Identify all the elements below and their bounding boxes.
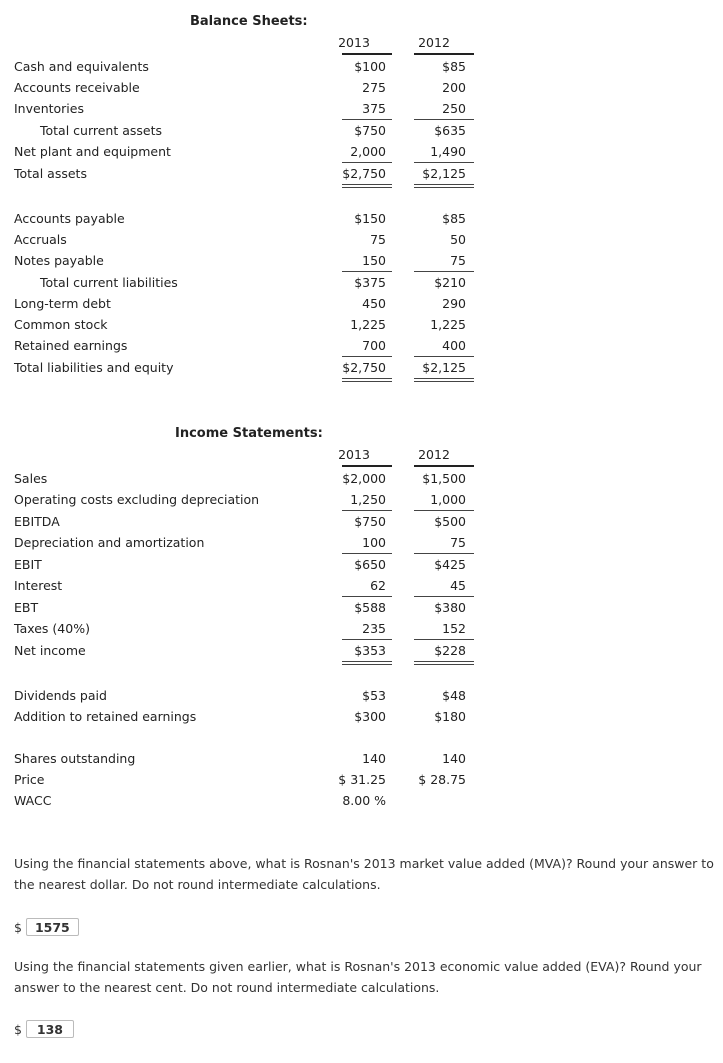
balance-row-2013: $2,750 [342,166,386,181]
balance-row-2013: 2,000 [350,144,386,159]
balance-row-label: Notes payable [14,253,104,268]
balance-row-2012: 400 [442,338,466,353]
income-row-2012: $1,500 [422,471,466,486]
subtotal-line [414,639,474,640]
subtotal-line [414,162,474,163]
income-row-label: Taxes (40%) [14,621,90,636]
subtotal-line [414,510,474,511]
subtotal-line [342,596,392,597]
income-row-2013: 235 [362,621,386,636]
income-row-2013: 1,250 [350,492,386,507]
header-underline-2013 [342,53,392,55]
balance-row-label: Total liabilities and equity [14,360,174,375]
income-row-2013: $ 31.25 [338,772,386,787]
income-row-label: Dividends paid [14,688,107,703]
balance-row-2013: $750 [354,123,386,138]
balance-row-2013: $150 [354,211,386,226]
income-row-2012: $ 28.75 [418,772,466,787]
subtotal-line [342,553,392,554]
income-row-2013: 62 [370,578,386,593]
income-row-label: Net income [14,643,86,658]
answer-row-eva [14,1020,74,1038]
total-double-line [414,661,474,665]
income-row-2013: $2,000 [342,471,386,486]
balance-row-2012: 290 [442,296,466,311]
subtotal-line [414,119,474,120]
balance-row-2012: 250 [442,101,466,116]
balance-header-2012: 2012 [418,35,450,50]
header-underline-2012 [414,465,474,467]
income-row-2013: 140 [362,751,386,766]
income-row-2013: $750 [354,514,386,529]
balance-sheet-title: Balance Sheets: [190,14,308,29]
balance-row-2013: 150 [362,253,386,268]
balance-row-label: Total current assets [40,123,163,138]
total-double-line [414,378,474,382]
total-double-line [342,378,392,382]
subtotal-line [342,510,392,511]
income-row-label: Interest [14,578,63,593]
balance-row-label: Long-term debt [14,296,111,311]
income-row-2012: 140 [442,751,466,766]
balance-row-2013: 75 [370,232,386,247]
balance-row-2012: $2,125 [422,166,466,181]
income-header-2012: 2012 [418,447,450,462]
balance-row-2012: 75 [450,253,466,268]
income-row-2012: 1,000 [430,492,466,507]
income-row-label: EBT [14,600,39,615]
income-row-label: Depreciation and amortization [14,535,205,550]
balance-row-2013: 1,225 [350,317,386,332]
balance-row-2013: 700 [362,338,386,353]
subtotal-line [414,356,474,357]
subtotal-line [342,271,392,272]
total-double-line [342,184,392,188]
subtotal-line [342,119,392,120]
balance-row-2012: 1,490 [430,144,466,159]
mva-answer-field[interactable]: 1575 [26,918,79,936]
balance-row-2012: $635 [434,123,466,138]
balance-row-2012: $85 [442,59,466,74]
income-row-label: WACC [14,793,52,808]
income-row-label: Addition to retained earnings [14,709,197,724]
currency-symbol: $ [14,1021,22,1037]
income-statement-title: Income Statements: [175,426,323,441]
income-row-2013: $650 [354,557,386,572]
balance-row-2012: $2,125 [422,360,466,375]
income-row-2012: 152 [442,621,466,636]
income-row-2013: $353 [354,643,386,658]
balance-row-label: Accounts receivable [14,80,140,95]
income-header-2013: 2013 [338,447,370,462]
balance-row-2012: 1,225 [430,317,466,332]
income-row-label: EBITDA [14,514,60,529]
balance-row-label: Inventories [14,101,84,116]
balance-row-2013: 375 [362,101,386,116]
question-eva: Using the financial statements given earlier, what is Rosnan's 2013 economic value added (EVA)? Round your answer to the nearest cent. Do not round intermediate calculations. [14,959,702,995]
income-row-2012: 45 [450,578,466,593]
currency-symbol: $ [14,919,22,935]
header-underline-2012 [414,53,474,55]
income-row-label: Sales [14,471,48,486]
header-underline-2013 [342,465,392,467]
balance-row-2013: 450 [362,296,386,311]
subtotal-line [342,162,392,163]
income-row-label: Operating costs excluding depreciation [14,492,260,507]
eva-answer-field[interactable]: 138 [26,1020,74,1038]
income-row-2012: $180 [434,709,466,724]
balance-row-2013: $100 [354,59,386,74]
income-row-label: EBIT [14,557,42,572]
balance-row-label: Retained earnings [14,338,128,353]
balance-row-label: Cash and equivalents [14,59,149,74]
income-row-2012: 75 [450,535,466,550]
subtotal-line [342,639,392,640]
income-row-2013: $53 [362,688,386,703]
income-row-2012: $228 [434,643,466,658]
income-row-2012: $380 [434,600,466,615]
balance-row-2012: $85 [442,211,466,226]
question-mva: Using the financial statements above, what is Rosnan's 2013 market value added (MVA)? Round your answer to the nearest dollar. Do not round intermediate calculations. [14,856,714,892]
subtotal-line [414,553,474,554]
balance-row-label: Total assets [14,166,87,181]
income-row-2012: $48 [442,688,466,703]
balance-row-label: Total current liabilities [40,275,178,290]
balance-row-label: Accounts payable [14,211,125,226]
income-row-2013: $300 [354,709,386,724]
balance-row-2013: 275 [362,80,386,95]
income-row-label: Price [14,772,45,787]
balance-row-2013: $2,750 [342,360,386,375]
balance-row-2012: 200 [442,80,466,95]
income-row-2012: $425 [434,557,466,572]
income-row-label: Shares outstanding [14,751,136,766]
balance-row-2012: $210 [434,275,466,290]
subtotal-line [342,356,392,357]
total-double-line [414,184,474,188]
income-row-2013: 100 [362,535,386,550]
total-double-line [342,661,392,665]
balance-row-2013: $375 [354,275,386,290]
subtotal-line [414,271,474,272]
balance-row-2012: 50 [450,232,466,247]
income-row-2013: $588 [354,600,386,615]
balance-row-label: Common stock [14,317,108,332]
answer-row-mva [14,918,79,936]
income-row-2012: $500 [434,514,466,529]
subtotal-line [414,596,474,597]
income-row-2013: 8.00 % [342,793,386,808]
balance-header-2013: 2013 [338,35,370,50]
balance-row-label: Net plant and equipment [14,144,171,159]
balance-row-label: Accruals [14,232,67,247]
